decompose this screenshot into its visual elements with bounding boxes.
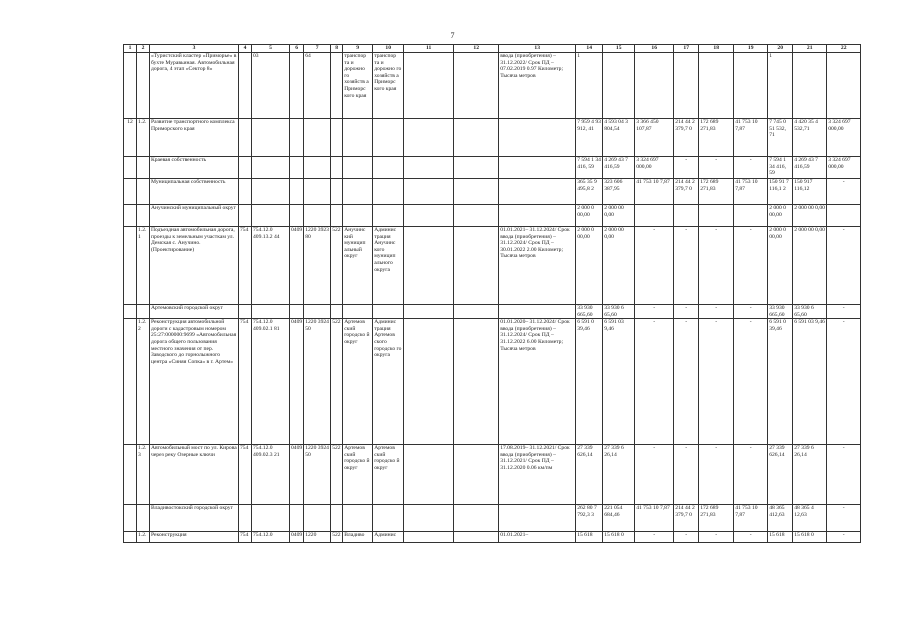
- table-cell: 12: [124, 119, 137, 157]
- table-cell: [454, 445, 499, 505]
- table-cell: [404, 205, 454, 227]
- investment-table: [123, 44, 861, 543]
- table-cell: 2 000 0 00,00: [768, 227, 793, 305]
- table-cell: 41 753 10 7,87: [635, 505, 674, 532]
- table-cell: [373, 157, 404, 179]
- table-cell: Админис: [373, 532, 404, 543]
- column-header: 22: [827, 45, 861, 53]
- column-header: 2: [137, 45, 150, 53]
- table-cell: Подъездная автомобильная дорога, проезды к земельным участкам ул. Демская с. Анучино. (Проектирование): [150, 227, 239, 305]
- table-cell: 41 753 10 7,87: [734, 505, 768, 532]
- table-cell: 221 054 684,46: [603, 505, 635, 532]
- table-cell: [793, 53, 827, 119]
- table-cell: [137, 53, 150, 119]
- table-cell: [404, 445, 454, 505]
- table-cell: 1: [576, 53, 603, 119]
- table-cell: [124, 305, 137, 319]
- table-cell: 4 593 04 3 804,54: [603, 119, 635, 157]
- table-cell: [734, 205, 768, 227]
- table-cell: [239, 305, 252, 319]
- column-header: 11: [404, 45, 454, 53]
- table-cell: [343, 505, 373, 532]
- table-cell: -: [827, 532, 861, 543]
- table-cell: 365 35 9 495,8 2: [576, 179, 603, 205]
- table-cell: 41 753 10 7,87: [734, 119, 768, 157]
- table-cell: транспор та и дорожно го хозяйств а Приморс кого края: [373, 53, 404, 119]
- table-cell: -: [674, 305, 699, 319]
- table-cell: [343, 179, 373, 205]
- table-cell: 27 339 626,14: [768, 445, 793, 505]
- table-cell: -: [734, 305, 768, 319]
- table-cell: 27 339 6 26,14: [793, 445, 827, 505]
- table-row: [124, 53, 861, 119]
- table-cell: 6 591 0 39,46: [576, 319, 603, 445]
- table-cell: [827, 53, 861, 119]
- table-cell: [373, 205, 404, 227]
- table-cell: -: [827, 305, 861, 319]
- table-cell: -: [699, 305, 734, 319]
- table-cell: [331, 157, 343, 179]
- table-cell: 754.12.0 409.13.2 44: [252, 227, 290, 305]
- table-cell: [239, 119, 252, 157]
- table-cell: Артемов ский городско й округ: [373, 445, 404, 505]
- table-cell: [290, 205, 304, 227]
- table-cell: [343, 157, 373, 179]
- table-cell: [674, 205, 699, 227]
- table-cell: Реконструкция: [150, 532, 239, 543]
- table-cell: [304, 505, 331, 532]
- table-cell: Анучинс кий муницип альный округ: [343, 227, 373, 305]
- page-number: 7: [450, 31, 455, 40]
- table-cell: 15 618 0: [793, 532, 827, 543]
- table-cell: Анучинский муниципальный округ: [150, 205, 239, 227]
- table-cell: 323 606 387,95: [603, 179, 635, 205]
- table-cell: [304, 305, 331, 319]
- table-cell: 214 44 2 379,7 0: [674, 179, 699, 205]
- column-header: 16: [635, 45, 674, 53]
- table-cell: [124, 505, 137, 532]
- table-cell: [124, 532, 137, 543]
- table-cell: Автомобильный мост по ул. Кирова через реку Озерные ключи: [150, 445, 239, 505]
- table-cell: [699, 205, 734, 227]
- table-cell: 48 365 412,63: [768, 505, 793, 532]
- table-cell: -: [674, 157, 699, 179]
- column-header: 12: [454, 45, 499, 53]
- table-cell: -: [674, 445, 699, 505]
- table-cell: -: [635, 305, 674, 319]
- table-cell: Краевая собственность: [150, 157, 239, 179]
- column-header: 6: [290, 45, 304, 53]
- table-cell: [454, 119, 499, 157]
- table-cell: 754.12.0 409.02.3 21: [252, 445, 290, 505]
- table-cell: -: [635, 227, 674, 305]
- table-cell: [137, 505, 150, 532]
- table-cell: [454, 532, 499, 543]
- table-cell: 522: [331, 532, 343, 543]
- table-cell: Админис трация Артемов ского городско го округа: [373, 319, 404, 445]
- column-header: 13: [499, 45, 576, 53]
- table-cell: Муниципальная собственность: [150, 179, 239, 205]
- table-cell: [454, 319, 499, 445]
- table-cell: [343, 305, 373, 319]
- table-cell: 150 91 7 116,1 2: [768, 179, 793, 205]
- table-cell: 1: [768, 53, 793, 119]
- table-cell: 03: [252, 53, 290, 119]
- table-cell: 0409: [290, 445, 304, 505]
- table-cell: [404, 119, 454, 157]
- table-cell: 33 930 6 65,60: [603, 305, 635, 319]
- column-header: 9: [343, 45, 373, 53]
- table-cell: -: [635, 319, 674, 445]
- table-cell: -: [635, 445, 674, 505]
- table-cell: [252, 179, 290, 205]
- table-cell: [603, 53, 635, 119]
- table-cell: [454, 305, 499, 319]
- table-cell: 2 000 0 00,00: [576, 205, 603, 227]
- table-cell: 522: [331, 445, 343, 505]
- table-cell: [404, 505, 454, 532]
- table-cell: 3 324 697 000,00: [635, 157, 674, 179]
- table-cell: 15 618 0: [603, 532, 635, 543]
- table-cell: -: [827, 319, 861, 445]
- table-cell: [499, 179, 576, 205]
- table-cell: 6 591 03 9,46: [603, 319, 635, 445]
- table-row: [124, 505, 861, 532]
- table-cell: 01.01.2020– 31.12.2024/ Срок ввода (приобретения) – 31.12.2024/ Срок ПД – 31.12.2022 6.00 Километр; Тысяча метров: [499, 319, 576, 445]
- table-cell: 522: [331, 227, 343, 305]
- table-cell: [499, 119, 576, 157]
- table-cell: [454, 505, 499, 532]
- table-cell: 3 324 697 000,00: [827, 119, 861, 157]
- table-cell: 1220 3924 50: [304, 445, 331, 505]
- column-header: 7: [304, 45, 331, 53]
- table-cell: 172 689 271,83: [699, 179, 734, 205]
- table-cell: [331, 179, 343, 205]
- table-cell: [252, 119, 290, 157]
- column-header: 5: [252, 45, 290, 53]
- table-cell: 2 000 00 0,00: [793, 227, 827, 305]
- table-cell: 1.2.: [137, 119, 150, 157]
- table-cell: [331, 119, 343, 157]
- column-header: 3: [150, 45, 239, 53]
- table-cell: [454, 157, 499, 179]
- table-cell: [331, 205, 343, 227]
- table-cell: 754.12.0 409.02.1 81: [252, 319, 290, 445]
- table-cell: 1.2.: [137, 532, 150, 543]
- table-cell: [290, 505, 304, 532]
- column-header: 15: [603, 45, 635, 53]
- table-cell: 0409: [290, 319, 304, 445]
- table-cell: [124, 319, 137, 445]
- table-cell: -: [635, 532, 674, 543]
- column-header: 17: [674, 45, 699, 53]
- column-header: 10: [373, 45, 404, 53]
- table-cell: [239, 179, 252, 205]
- table-cell: [239, 505, 252, 532]
- table-cell: [304, 179, 331, 205]
- table-cell: -: [674, 319, 699, 445]
- table-cell: -: [699, 319, 734, 445]
- table-cell: [635, 205, 674, 227]
- table-cell: [252, 305, 290, 319]
- table-row: [124, 179, 861, 205]
- table-cell: [734, 53, 768, 119]
- table-cell: [674, 53, 699, 119]
- table-cell: 754: [239, 532, 252, 543]
- table-cell: 754: [239, 227, 252, 305]
- table-cell: [635, 53, 674, 119]
- table-cell: 41 753 10 7,87: [635, 179, 674, 205]
- table-cell: [404, 227, 454, 305]
- column-header: 1: [124, 45, 137, 53]
- table-cell: ввода (приобретения) – 31.12.2022/ Срок ПД – 07.02.2019 0.97 Километр; Тысяча метров: [499, 53, 576, 119]
- column-header: 19: [734, 45, 768, 53]
- table-cell: [499, 157, 576, 179]
- table-cell: -: [699, 445, 734, 505]
- table-cell: [290, 53, 304, 119]
- column-header: 20: [768, 45, 793, 53]
- table-cell: [239, 157, 252, 179]
- table-cell: [290, 179, 304, 205]
- table-cell: -: [734, 157, 768, 179]
- table-row: [124, 227, 861, 305]
- table-cell: 2 000 00 0,00: [603, 227, 635, 305]
- table-cell: [331, 505, 343, 532]
- table-cell: 2 000 0 00,00: [576, 227, 603, 305]
- table-cell: -: [699, 532, 734, 543]
- table-cell: [304, 119, 331, 157]
- table-cell: -: [827, 227, 861, 305]
- table-cell: [124, 205, 137, 227]
- table-cell: -: [827, 445, 861, 505]
- table-cell: -: [734, 532, 768, 543]
- table-cell: Артемовский городской округ: [150, 305, 239, 319]
- table-cell: [331, 53, 343, 119]
- table-cell: «Туристский кластер «Приморье» в бухте Муравьиная. Автомобильная дорога, 4 этап «Сектор 8»: [150, 53, 239, 119]
- table-cell: [404, 305, 454, 319]
- table-row: [124, 305, 861, 319]
- table-cell: [404, 319, 454, 445]
- table-cell: [252, 205, 290, 227]
- table-cell: 48 365 4 12,63: [793, 505, 827, 532]
- table-cell: [454, 179, 499, 205]
- table-cell: [304, 205, 331, 227]
- table-cell: [239, 205, 252, 227]
- column-header: 21: [793, 45, 827, 53]
- table-cell: Развитие транспортного комплекса Приморского края: [150, 119, 239, 157]
- table-cell: [124, 445, 137, 505]
- table-cell: [290, 119, 304, 157]
- table-cell: 2 000 00 0,00: [603, 205, 635, 227]
- table-cell: [304, 157, 331, 179]
- column-header: 8: [331, 45, 343, 53]
- table-cell: [499, 305, 576, 319]
- table-cell: [499, 205, 576, 227]
- table-cell: [343, 119, 373, 157]
- table-cell: 7 594 1 34 416, 59: [576, 157, 603, 179]
- table-cell: 15 618: [576, 532, 603, 543]
- table-row: [124, 319, 861, 445]
- table-cell: 1220: [304, 532, 331, 543]
- table-cell: [137, 205, 150, 227]
- table-cell: -: [699, 227, 734, 305]
- table-cell: Артемов ский городско й округ: [343, 445, 373, 505]
- column-header: 14: [576, 45, 603, 53]
- table-cell: [404, 179, 454, 205]
- table-cell: 33 930 665,60: [768, 305, 793, 319]
- table-cell: 33 930 665,60: [576, 305, 603, 319]
- table-cell: 4 269 43 7 416,59: [793, 157, 827, 179]
- table-cell: 6 591 03 9,46: [793, 319, 827, 445]
- table-row: [124, 205, 861, 227]
- table-cell: 3 324 697 000,00: [827, 157, 861, 179]
- table-cell: 754.12.0: [252, 532, 290, 543]
- table-cell: 1220 3923 80: [304, 227, 331, 305]
- table-cell: Артемов ский городско й округ: [343, 319, 373, 445]
- table-cell: 0409: [290, 227, 304, 305]
- table-cell: -: [827, 505, 861, 532]
- table-cell: 4 420 35 4 532,71: [793, 119, 827, 157]
- table-cell: 754: [239, 319, 252, 445]
- table-cell: 15 618: [768, 532, 793, 543]
- table-cell: [454, 53, 499, 119]
- table-cell: 2 000 0 00,00: [768, 205, 793, 227]
- table-cell: [404, 53, 454, 119]
- table-cell: 33 930 6 65,60: [793, 305, 827, 319]
- table-cell: 01.01.2021– 31.12.2024/ Срок ввода (приобретения) – 31.12.2024/ Срок ПД – 30.01.2022 2.00 Километр; Тысяча метров: [499, 227, 576, 305]
- table-cell: 0409: [290, 532, 304, 543]
- table-cell: 150 917 116,12: [793, 179, 827, 205]
- table-cell: 7 959 4 93 912, 41: [576, 119, 603, 157]
- table-cell: [373, 305, 404, 319]
- table-cell: [137, 157, 150, 179]
- table-cell: Владивостокский городской округ: [150, 505, 239, 532]
- table-cell: Админис трация Анучинс кого муницип ального округа: [373, 227, 404, 305]
- table-row: [124, 445, 861, 505]
- table-cell: 64: [304, 53, 331, 119]
- table-cell: -: [827, 179, 861, 205]
- table-cell: -: [734, 319, 768, 445]
- column-header: 4: [239, 45, 252, 53]
- table-cell: [252, 505, 290, 532]
- table-cell: 1.2. 1: [137, 227, 150, 305]
- table-cell: [124, 227, 137, 305]
- table-cell: [124, 179, 137, 205]
- table-cell: 172 689 271,83: [699, 505, 734, 532]
- table-cell: 01.01.2021–: [499, 532, 576, 543]
- table-cell: транспор та и дорожно го хозяйств а Приморс кого края: [343, 53, 373, 119]
- table-cell: -: [674, 227, 699, 305]
- table-cell: 1220 3924 50: [304, 319, 331, 445]
- table-cell: 7 745 0 51 532, 71: [768, 119, 793, 157]
- table-cell: Владиво: [343, 532, 373, 543]
- table-cell: -: [674, 532, 699, 543]
- table-cell: [404, 532, 454, 543]
- table-cell: 522: [331, 319, 343, 445]
- table-cell: [137, 305, 150, 319]
- table-cell: -: [699, 157, 734, 179]
- table-cell: 6 591 0 39,46: [768, 319, 793, 445]
- table-cell: -: [734, 445, 768, 505]
- table-cell: [373, 179, 404, 205]
- table-cell: [373, 119, 404, 157]
- table-cell: [137, 179, 150, 205]
- table-cell: 3 366 450 107,87: [635, 119, 674, 157]
- column-header: 18: [699, 45, 734, 53]
- table-cell: 262 80 7 792,3 3: [576, 505, 603, 532]
- table-cell: [454, 205, 499, 227]
- header-row: [124, 45, 861, 53]
- table-row: [124, 532, 861, 543]
- table-cell: [404, 157, 454, 179]
- table-cell: 41 753 10 7,87: [734, 179, 768, 205]
- table-cell: 17.08.2019– 31.12.2021/ Срок ввода (приобретения) – 31.12.2021/ Срок ПД – 31.12.2020 0.06 км/пм: [499, 445, 576, 505]
- table-cell: [373, 505, 404, 532]
- table-cell: [454, 227, 499, 305]
- table-cell: [827, 205, 861, 227]
- table-cell: [331, 305, 343, 319]
- table-cell: [124, 53, 137, 119]
- table-cell: 1.2. 3: [137, 445, 150, 505]
- table-cell: [252, 157, 290, 179]
- table-cell: [499, 505, 576, 532]
- table-cell: 172 689 271,83: [699, 119, 734, 157]
- table-cell: 7 594 1 34 416, 59: [768, 157, 793, 179]
- table-cell: [290, 157, 304, 179]
- table-cell: 27 339 6 26,14: [603, 445, 635, 505]
- table-row: [124, 119, 861, 157]
- table-cell: [290, 305, 304, 319]
- table-cell: [124, 157, 137, 179]
- table-cell: Реконструкция автомобильной дороги с кадастровым номером 25:27:000000:9699 «Автомобильная дорога общего пользования местного значения от пер. Заводского до горнолыжного центра «Синяя Сопка» в г. Артем»: [150, 319, 239, 445]
- table-cell: [343, 205, 373, 227]
- table-cell: [699, 53, 734, 119]
- table-cell: 214 44 2 379,7 0: [674, 505, 699, 532]
- table-cell: -: [734, 227, 768, 305]
- table-cell: 214 44 2 379,7 0: [674, 119, 699, 157]
- table-row: [124, 157, 861, 179]
- table-cell: [239, 53, 252, 119]
- table-cell: 27 339 626,14: [576, 445, 603, 505]
- table-cell: 1.2. 2: [137, 319, 150, 445]
- table-cell: 2 000 00 0,00: [793, 205, 827, 227]
- table-cell: 754: [239, 445, 252, 505]
- table-cell: 4 269 43 7 416,59: [603, 157, 635, 179]
